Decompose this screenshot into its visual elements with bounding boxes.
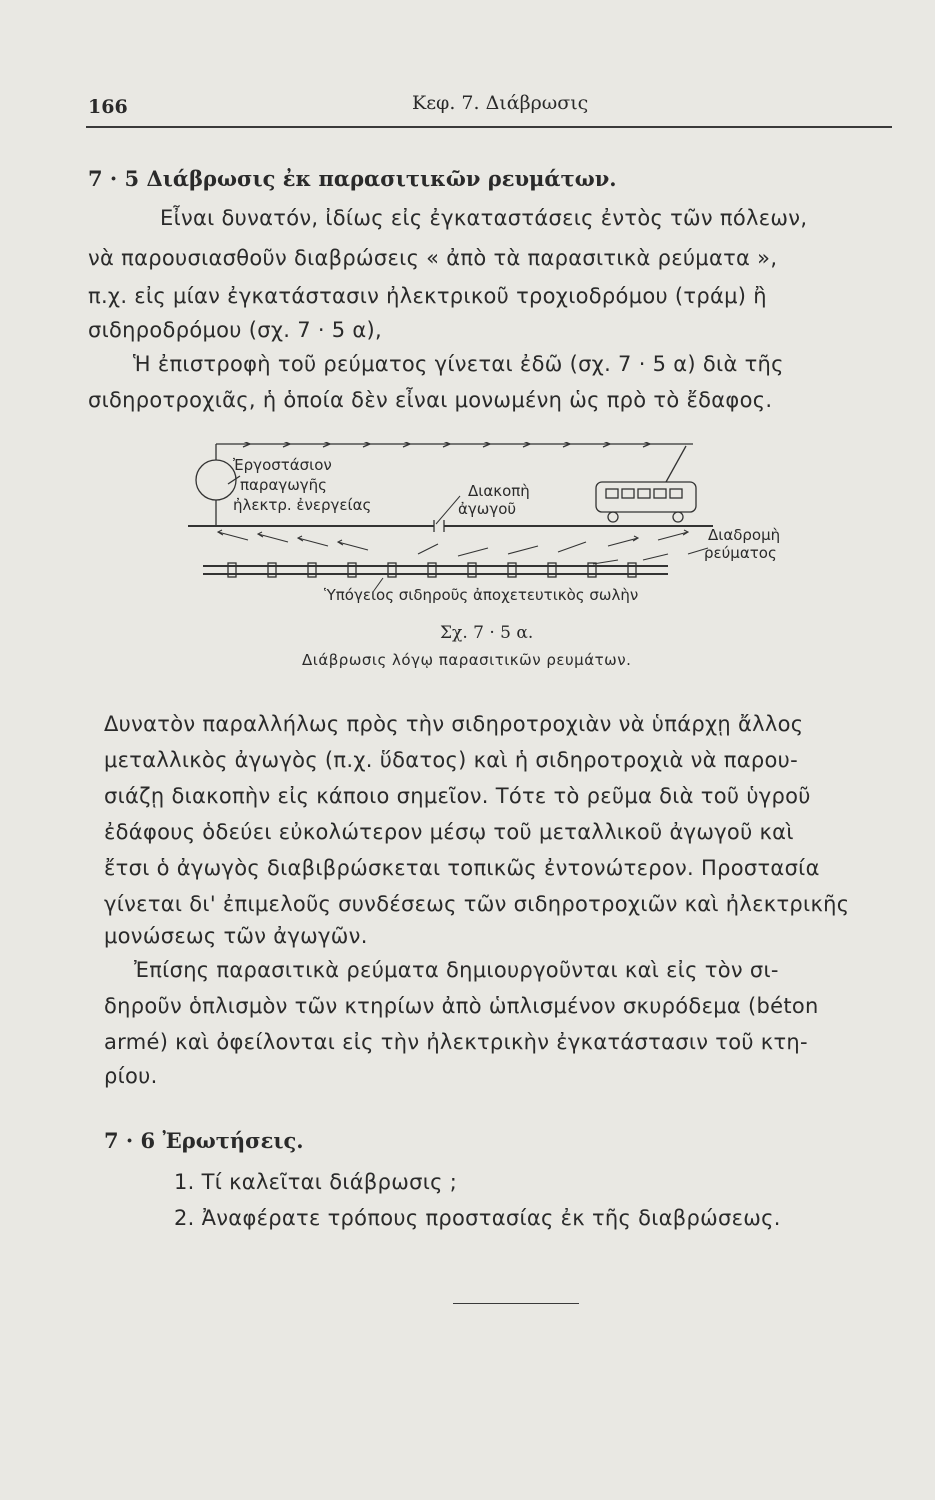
- paragraph-line: ἔτσι ὁ ἀγωγὸς διαβιβρώσκεται τοπικῶς ἐντονώτερον. Προστασία: [104, 856, 820, 880]
- tram-body: [596, 482, 696, 512]
- questions-heading: 7 · 6 Ἐρωτήσεις.: [104, 1128, 304, 1153]
- label-break-1: Διακοπὴ: [468, 482, 530, 500]
- label-station-3: ἠλεκτρ. ἐνεργείας: [233, 496, 372, 514]
- paragraph-line: armé) καὶ ὀφείλονται εἰς τὴν ἠλεκτρικὴν ἐγκατάστασιν τοῦ κτη-: [104, 1030, 808, 1054]
- running-title: Κεφ. 7. Διάβρωσις: [412, 92, 589, 114]
- current-arrows: [218, 530, 708, 564]
- question-item: 1. Τί καλεῖται διάβρωσις ;: [174, 1170, 458, 1194]
- paragraph-line: δηροῦν ὁπλισμὸν τῶν κτηρίων ἀπὸ ὡπλισμένον σκυρόδεμα (béton: [104, 994, 819, 1018]
- paragraph-line: νὰ παρουσιασθοῦν διαβρώσεις « ἀπὸ τὰ παρασιτικὰ ρεύματα »,: [88, 246, 778, 270]
- paragraph-line: μονώσεως τῶν ἀγωγῶν.: [104, 924, 368, 948]
- paragraph-line: μεταλλικὸς ἀγωγὸς (π.χ. ὕδατος) καὶ ἡ σιδηροτροχιὰ νὰ παρου-: [104, 748, 798, 772]
- paragraph-line: σιδηροδρόμου (σχ. 7 · 5 α),: [88, 318, 383, 342]
- paragraph-line: Ἡ ἐπιστροφὴ τοῦ ρεύματος γίνεται ἐδῶ (σχ. 7 · 5 α) διὰ τῆς: [133, 352, 784, 376]
- question-item: 2. Ἀναφέρατε τρόπους προστασίας ἐκ τῆς διαβρώσεως.: [174, 1206, 781, 1230]
- paragraph-line: γίνεται δι' ἐπιμελοῦς συνδέσεως τῶν σιδηροτροχιῶν καὶ ἠλεκτρικῆς: [104, 892, 850, 916]
- paragraph-line: π.χ. εἰς μίαν ἐγκατάστασιν ἠλεκτρικοῦ τροχιοδρόμου (τράμ) ἢ: [88, 284, 767, 308]
- label-path-1: Διαδρομὴ: [708, 526, 781, 544]
- header-rule: [86, 126, 892, 128]
- paragraph-line: σιάζῃ διακοπὴν εἰς κάποιο σημεῖον. Τότε τὸ ρεῦμα διὰ τοῦ ὑγροῦ: [104, 784, 811, 808]
- page-number: 166: [88, 96, 128, 118]
- trolley-pole: [666, 446, 686, 482]
- figure-stray-currents: [188, 442, 808, 612]
- paragraph-line: Ἐπίσης παρασιτικὰ ρεύματα δημιουργοῦνται καὶ εἰς τὸν σι-: [134, 958, 779, 982]
- label-pipe: Ὑπόγειος σιδηροῦς ἀποχετευτικὸς σωλὴν: [324, 586, 639, 604]
- paragraph-line: ἐδάφους ὁδεύει εὐκολώτερον μέσῳ τοῦ μεταλλικοῦ ἀγωγοῦ καὶ: [104, 820, 794, 844]
- generator-symbol: [196, 460, 236, 500]
- label-station-1: Ἐργοστάσιον: [233, 456, 332, 474]
- paragraph-line: ρίου.: [104, 1064, 158, 1088]
- figure-number: Σχ. 7 · 5 α.: [440, 623, 534, 643]
- paragraph-line: σιδηροτροχιᾶς, ἡ ὁποία δὲν εἶναι μονωμένη ὡς πρὸ τὸ ἔδαφος.: [88, 388, 773, 412]
- figure-caption: Διάβρωσις λόγῳ παρασιτικῶν ρευμάτων.: [302, 651, 632, 669]
- paragraph-line: Εἶναι δυνατόν, ἰδίως εἰς ἐγκαταστάσεις ἐντὸς τῶν πόλεων,: [160, 206, 808, 230]
- label-break-2: ἀγωγοῦ: [458, 500, 517, 518]
- section-heading: 7 · 5 Διάβρωσις ἐκ παρασιτικῶν ρευμάτων.: [88, 166, 617, 191]
- paragraph-line: Δυνατὸν παραλλήλως πρὸς τὴν σιδηροτροχιὰν νὰ ὑπάρχῃ ἄλλος: [104, 712, 804, 736]
- closing-rule: [453, 1303, 579, 1304]
- label-path-2: ρεύματος: [704, 544, 777, 562]
- label-station-2: παραγωγῆς: [240, 476, 327, 494]
